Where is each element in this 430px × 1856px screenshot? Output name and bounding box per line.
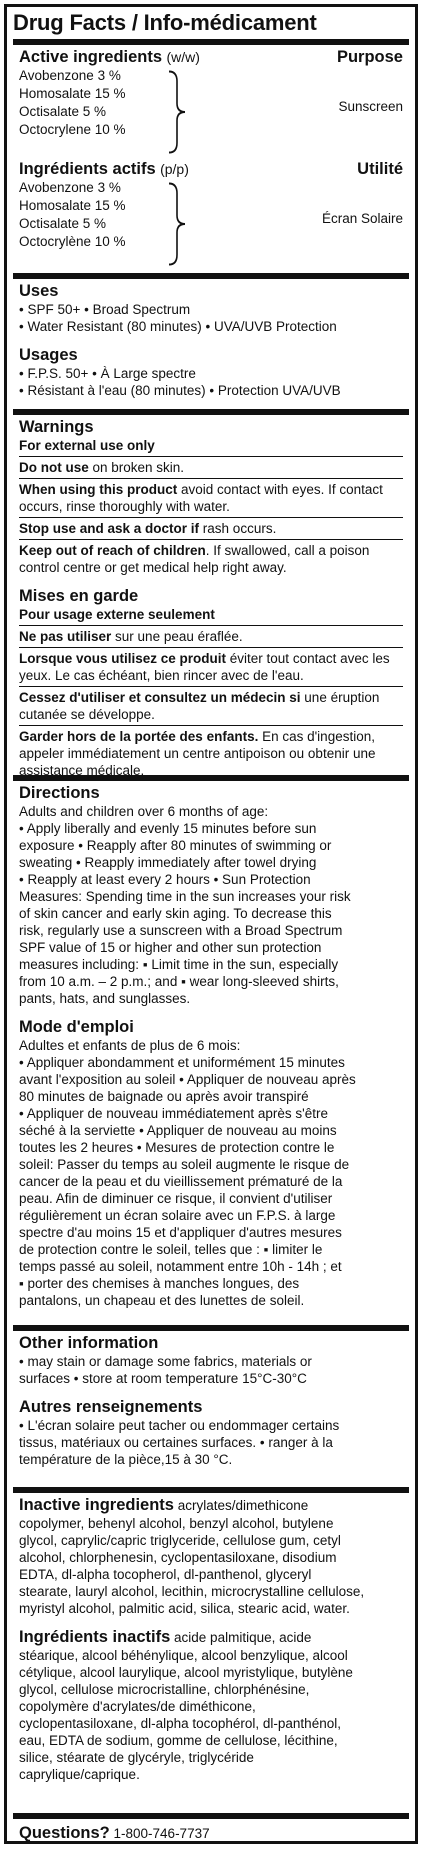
- directions-line: • Reapply at least every 2 hours • Sun Protection: [19, 872, 311, 887]
- inactive-en-line: glycol, caprylic/capric triglyceride, cellulose gum, cetyl: [19, 1533, 341, 1548]
- inactive-en-line: EDTA, dl-alpha tocopherol, dl-panthenol, glyceryl: [19, 1567, 312, 1582]
- questions-heading: Questions?: [19, 1824, 110, 1842]
- mode-line: • Appliquer de nouveau immédiatement après s'être: [19, 1106, 328, 1121]
- brace-icon: [167, 69, 189, 155]
- directions-heading: Directions: [19, 784, 100, 802]
- directions-line: measures including: ▪ Limit time in the sun, especially: [19, 957, 339, 972]
- label-bold: When using this product: [19, 482, 178, 497]
- mode-line: pantalons, un chapeau et des lunettes de soleil.: [19, 1293, 305, 1308]
- mode-line: 80 minutes de baignade ou après avoir transpiré: [19, 1089, 309, 1104]
- directions-line: • Apply liberally and evenly 15 minutes before sun: [19, 821, 317, 836]
- directions-line: risk, regularly use a sunscreen with a Broad Spectrum: [19, 923, 343, 938]
- ingredient-item: Octisalate 5 %: [19, 104, 107, 119]
- mode-line: temps passé au soleil, notamment entre 10h - 14h ; et: [19, 1259, 342, 1274]
- label-bold: Cessez d'utiliser et consultez un médecin si: [19, 690, 301, 705]
- panel-content: [13, 7, 409, 1842]
- label-text: En cas d'ingestion, appeler immédiatement un centre antipoison ou obtenir une assistance médicale.: [19, 729, 376, 778]
- label-text: sur une peau éraflée.: [111, 629, 243, 644]
- cessez-text: [19, 686, 403, 723]
- utilite-heading: Utilité: [357, 160, 403, 178]
- label-text: . If swallowed, call a poison control centre or get medical help right away.: [19, 543, 370, 575]
- inactive-fr-line: copolymère d'acrylates/de diméthicone,: [19, 1699, 256, 1714]
- lorsque-text: [19, 647, 403, 684]
- directions-line: from 10 a.m. – 2 p.m.; and ▪ wear long-sleeved shirts,: [19, 974, 339, 989]
- inactive-en-line: stearate, lauryl alcohol, lecithin, microcrystalline cellulose,: [19, 1584, 365, 1599]
- inactive-fr-list: [19, 1647, 403, 1783]
- garder-text: [19, 725, 403, 779]
- autres-line: • L'écran solaire peut tacher ou endommager certains: [19, 1418, 340, 1433]
- mode-line: de protection contre le soleil, telles que : ▪ limiter le: [19, 1242, 323, 1257]
- label-text: éviter tout contact avec les yeux. Le cas échéant, bien rincer avec de l'eau.: [19, 651, 390, 683]
- inactive-en-list: [19, 1515, 403, 1617]
- directions-line: exposure • Reapply after 80 minutes of swimming or: [19, 838, 332, 853]
- mode-line: Adultes et enfants de plus de 6 mois:: [19, 1038, 241, 1053]
- inactive-fr-heading: Ingrédients inactifs: [19, 1628, 171, 1646]
- usages-line: • Résistant à l'eau (80 minutes) • Protection UVA/UVB: [19, 383, 341, 398]
- inactive-fr-line: glycol, cellulose microcristalline, chlorphénésine,: [19, 1682, 310, 1697]
- other-info-section: [13, 1325, 409, 1468]
- purpose-heading: Purpose: [336, 48, 403, 66]
- inactive-en-line: myristyl alcohol, palmitic acid, silica, stearic acid, water.: [19, 1601, 350, 1616]
- mode-line: ▪ porter des chemises à manches longues, des: [19, 1276, 300, 1291]
- mode-line: soleil: Passer du temps au soleil augmente le risque de: [19, 1157, 350, 1172]
- label-bold: Do not use: [19, 460, 89, 475]
- external-use-text: For external use only: [19, 438, 155, 453]
- inactive-fr-line: stéarique, alcool béhénylique, alcool benzylique, alcool: [19, 1648, 348, 1663]
- ingredient-item: Octisalate 5 %: [19, 216, 107, 231]
- label-text: une éruption cutanée se développe.: [19, 690, 380, 722]
- mode-line: séché à la serviette • Appliquer de nouveau au moins: [19, 1123, 337, 1138]
- mode-line: avant l'exposition au soleil • Appliquer de nouveau après: [19, 1072, 356, 1087]
- ne-pas-utiliser-text: [19, 625, 403, 645]
- autres-heading: Autres renseignements: [19, 1398, 203, 1416]
- active-en-header: [19, 47, 403, 67]
- active-en-block: [19, 67, 403, 153]
- autres-line: tissus, matériaux ou certaines surfaces. • ranger à la: [19, 1435, 333, 1450]
- active-fr-header: [19, 159, 403, 179]
- directions-line: sweating • Reapply immediately after towel drying: [19, 855, 317, 870]
- phone-number: 1-800-746-7737: [109, 1826, 210, 1841]
- uses-line: • Water Resistant (80 minutes) • UVA/UVB Protection: [19, 319, 337, 334]
- when-using-text: [19, 478, 403, 515]
- inactive-fr-line: eau, EDTA de sodium, gomme de cellulose, lécithine,: [19, 1733, 338, 1748]
- purpose-value: Sunscreen: [338, 99, 403, 114]
- inactive-fr-line: caprylique/caprique.: [19, 1767, 140, 1782]
- mode-line: cancer de la peau et du vieillissement prématuré de la: [19, 1174, 343, 1189]
- ingredient-item: Homosalate 15 %: [19, 86, 126, 101]
- mode-line: toutes les 2 heures • Mesures de protection contre le: [19, 1140, 335, 1155]
- inactive-en-first: [19, 1495, 403, 1515]
- inactive-fr-first: [19, 1627, 403, 1647]
- label-bold: Ne pas utiliser: [19, 629, 112, 644]
- active-fr-block: [19, 179, 403, 265]
- label-text: on broken skin.: [88, 460, 185, 475]
- warnings-heading: Warnings: [19, 418, 94, 436]
- active-en-list: [19, 67, 126, 139]
- inactive-fr-line: cyclopentasiloxane, dl-alpha tocophérol, dl-panthénol,: [19, 1716, 341, 1731]
- mode-line: • Appliquer abondamment et uniformément 15 minutes: [19, 1055, 345, 1070]
- inactive-en-text: acrylates/dimethicone: [173, 1498, 309, 1513]
- active-fr-unit: (p/p): [160, 161, 189, 177]
- directions-line: Adults and children over 6 months of age:: [19, 804, 269, 819]
- inactive-fr-text: acide palmitique, acide: [170, 1630, 312, 1645]
- do-not-use-text: [19, 456, 403, 476]
- mises-heading: Mises en garde: [19, 587, 139, 605]
- directions-section: [13, 775, 409, 1309]
- inactive-en-heading: Inactive ingredients: [19, 1496, 174, 1514]
- inactive-section: [13, 1487, 409, 1783]
- brace-icon: [167, 181, 189, 267]
- drug-facts-panel: [4, 4, 418, 1844]
- label-bold: Lorsque vous utilisez ce produit: [19, 651, 227, 666]
- mode-heading: Mode d'emploi: [19, 1018, 134, 1036]
- ingredient-item: Octocrylène 10 %: [19, 234, 126, 249]
- usage-externe-text: Pour usage externe seulement: [19, 607, 215, 622]
- other-line: • may stain or damage some fabrics, materials or: [19, 1354, 312, 1369]
- directions-line: SPF value of 15 or higher and other sun protection: [19, 940, 322, 955]
- active-fr-list: [19, 179, 126, 251]
- questions-section: [13, 1813, 409, 1843]
- inactive-fr-line: silice, stéarate de glycéryle, triglycéride: [19, 1750, 254, 1765]
- panel-title: Drug Facts / Info-médicament: [13, 10, 317, 35]
- ingredient-item: Octocrylene 10 %: [19, 122, 126, 137]
- ingredient-item: Avobenzone 3 %: [19, 180, 121, 195]
- directions-line: of skin cancer and early skin aging. To decrease this: [19, 906, 332, 921]
- active-ingredients-section: [13, 39, 409, 265]
- mode-line: spectre d'au moins 15 et d'appliquer d'autres mesures: [19, 1225, 342, 1240]
- usages-line: • F.P.S. 50+ • À Large spectre: [19, 366, 196, 381]
- directions-line: pants, hats, and sunglasses.: [19, 991, 191, 1006]
- label-text: avoid contact with eyes. If contact occurs, rinse thoroughly with water.: [19, 482, 383, 514]
- other-heading: Other information: [19, 1334, 159, 1352]
- keep-out-text: [19, 539, 403, 576]
- inactive-fr-line: cétylique, alcool laurylique, alcool myristylique, butylène: [19, 1665, 353, 1680]
- uses-heading: Uses: [19, 282, 59, 300]
- label-bold: Keep out of reach of children: [19, 543, 206, 558]
- label-bold: Garder hors de la portée des enfants.: [19, 729, 259, 744]
- mode-text: [19, 1037, 403, 1309]
- mode-line: régulièrement un écran solaire avec un F.P.S. à large: [19, 1208, 336, 1223]
- active-en-heading: Active ingredients: [19, 48, 163, 66]
- other-line: surfaces • store at room temperature 15°C-30°C: [19, 1371, 307, 1386]
- inactive-en-line: copolymer, behenyl alcohol, benzyl alcohol, butylene: [19, 1516, 334, 1531]
- label-text: rash occurs.: [199, 521, 277, 536]
- usages-heading: Usages: [19, 346, 78, 364]
- label-bold: Stop use and ask a doctor if: [19, 521, 200, 536]
- directions-text: [19, 803, 403, 1007]
- autres-line: température de la pièce,15 à 30 °C.: [19, 1452, 233, 1467]
- stop-use-text: [19, 517, 403, 537]
- mode-line: peau. Afin de diminuer ce risque, il convient d'utiliser: [19, 1191, 333, 1206]
- active-en-unit: (w/w): [166, 49, 200, 65]
- ingredient-item: Homosalate 15 %: [19, 198, 126, 213]
- ingredient-item: Avobenzone 3 %: [19, 68, 121, 83]
- uses-line: • SPF 50+ • Broad Spectrum: [19, 302, 191, 317]
- utilite-value: Écran Solaire: [321, 211, 403, 226]
- uses-section: [13, 273, 409, 399]
- active-fr-heading: Ingrédients actifs: [19, 160, 156, 178]
- inactive-en-line: alcohol, chlorphenesin, cyclopentasiloxane, disodium: [19, 1550, 337, 1565]
- directions-line: Measures: Spending time in the sun increases your risk: [19, 889, 351, 904]
- warnings-section: [13, 409, 409, 779]
